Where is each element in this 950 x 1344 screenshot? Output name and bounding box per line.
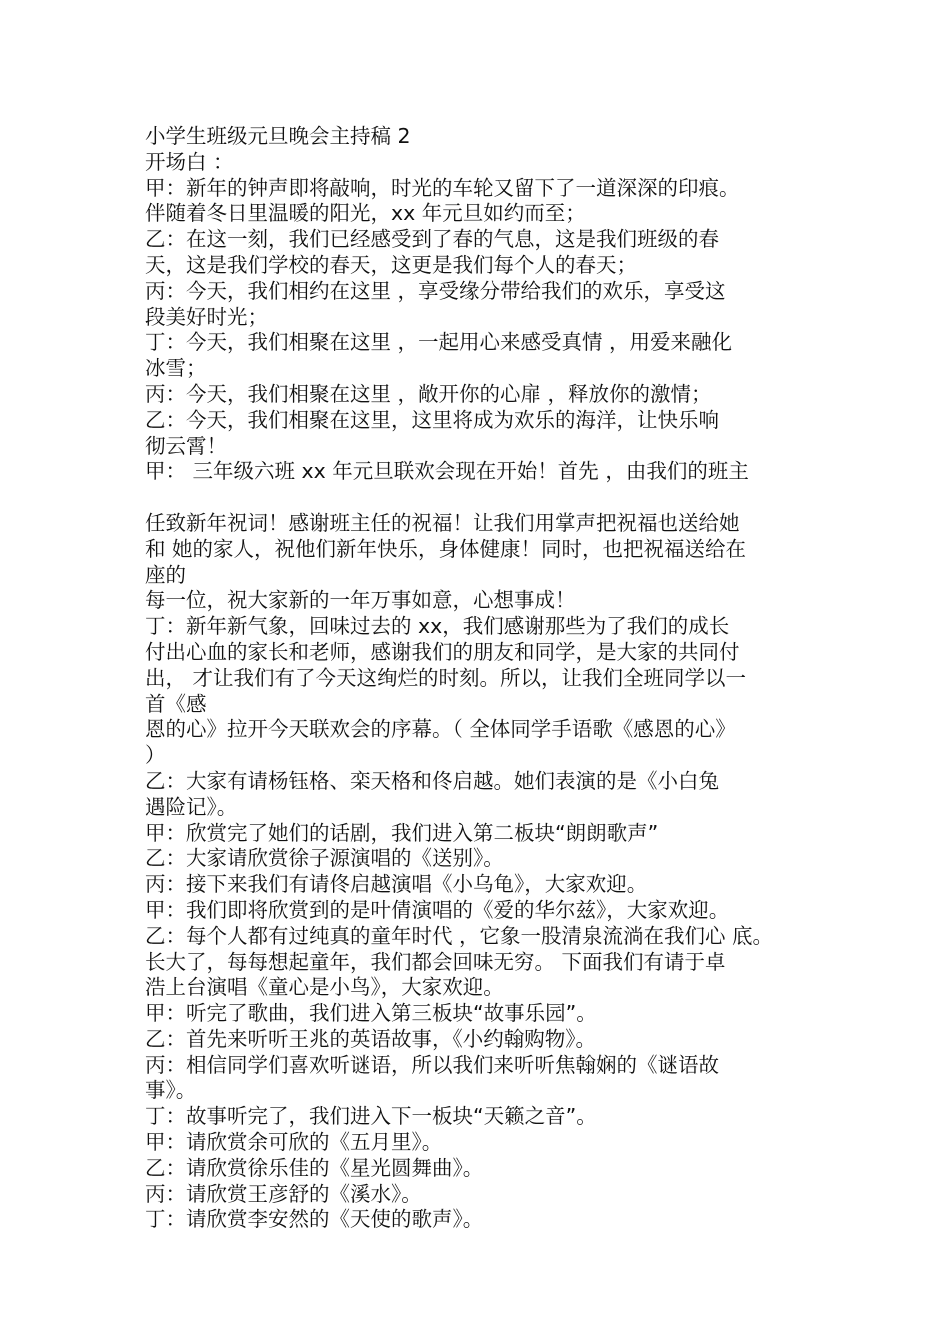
text-line: 首《感	[145, 691, 207, 716]
text-line: 长大了，每每想起童年，我们都会回味无穷。 下面我们有请于卓	[145, 949, 726, 974]
text-line: 乙：大家有请杨钰格、栾天格和佟启越。她们表演的是《小白兔	[145, 768, 719, 793]
text-line: 付出心血的家长和老师，感谢我们的朋友和同学，是大家的共同付	[145, 639, 740, 664]
text-line: 任致新年祝词！感谢班主任的祝福！让我们用掌声把祝福也送给她	[145, 510, 740, 535]
document-title: 小学生班级元旦晚会主持稿 2	[145, 124, 411, 148]
text-line: 甲：新年的钟声即将敲响，时光的车轮又留下了一道深深的印痕。	[145, 175, 740, 200]
text-line: 天，这是我们学校的春天，这更是我们每个人的春天；	[145, 252, 637, 277]
script-text	[145, 124, 835, 1233]
text-line: 丙：请欣赏王彦舒的《溪水》。	[145, 1181, 422, 1206]
text-line: 甲：欣赏完了她们的话剧，我们进入第二板块“朗朗歌声”	[145, 820, 659, 845]
text-line: 丙：今天，我们相约在这里 ，享受缘分带给我们的欢乐，享受这	[145, 278, 726, 303]
text-line: 丙：今天，我们相聚在这里 ，敞开你的心扉 ，释放你的激情；	[145, 381, 712, 406]
text-line: 丙：相信同学们喜欢听谜语，所以我们来听听焦翰娴的《谜语故	[145, 1052, 719, 1077]
text-line: 甲：我们即将欣赏到的是叶倩演唱的《爱的华尔兹》，大家欢迎。	[145, 897, 730, 922]
text-line: 段美好时光；	[145, 304, 268, 329]
text-line: 恩的心》拉开今天联欢会的序幕。（ 全体同学手语歌《感恩的心》	[145, 717, 736, 742]
text-line: 丁：今天，我们相聚在这里 ，一起用心来感受真情 ，用爱来融化	[145, 330, 733, 355]
text-line: 乙：在这一刻，我们已经感受到了春的气息，这是我们班级的春	[145, 227, 719, 252]
text-line: 乙：请欣赏徐乐佳的《星光圆舞曲》。	[145, 1155, 484, 1180]
text-line: 出， 才让我们有了今天这绚烂的时刻。所以，让我们全班同学以一	[145, 665, 747, 690]
text-line: 乙：首先来听听王兆的英语故事，《小约翰购物》。	[145, 1026, 596, 1051]
text-line: ）	[145, 743, 166, 768]
text-line: 乙：大家请欣赏徐子源演唱的《送别》。	[145, 846, 504, 871]
text-line: 座的	[145, 562, 186, 587]
text-line: 丙：接下来我们有请佟启越演唱《小乌龟》，大家欢迎。	[145, 872, 648, 897]
text-line: 甲： 三年级六班 xx 年元旦联欢会现在开始！首先 ，由我们的班主	[145, 459, 749, 484]
text-line: 丁：新年新气象，回味过去的 xx，我们感谢那些为了我们的成长	[145, 614, 730, 639]
text-line: 浩上台演唱《童心是小鸟》，大家欢迎。	[145, 975, 504, 1000]
text-line: 丁：故事听完了，我们进入下一板块“天籁之音”。	[145, 1104, 597, 1129]
text-line: 甲：请欣赏余可欣的《五月里》。	[145, 1130, 443, 1155]
blank-line	[145, 485, 835, 511]
text-line: 甲：听完了歌曲，我们进入第三板块“故事乐园”。	[145, 1001, 597, 1026]
text-line: 事》。	[145, 1078, 197, 1103]
text-line: 乙：今天，我们相聚在这里，这里将成为欢乐的海洋，让快乐响	[145, 407, 719, 432]
text-line: 开场白 ：	[145, 149, 234, 174]
text-line: 乙：每个人都有过纯真的童年时代 ，它象一股清泉流淌在我们心 底。	[145, 923, 774, 948]
text-line: 遇险记》。	[145, 794, 238, 819]
text-line: 每一位，祝大家新的一年万事如意，心想事成！	[145, 588, 576, 613]
text-line: 冰雪；	[145, 356, 207, 381]
text-line: 彻云霄！	[145, 433, 227, 458]
text-line: 和 她的家人，祝他们新年快乐，身体健康！同时，也把祝福送给在	[145, 536, 747, 561]
text-line: 伴随着冬日里温暖的阳光，xx 年元旦如约而至；	[145, 201, 586, 226]
text-line: 丁：请欣赏李安然的《天使的歌声》。	[145, 1207, 484, 1232]
